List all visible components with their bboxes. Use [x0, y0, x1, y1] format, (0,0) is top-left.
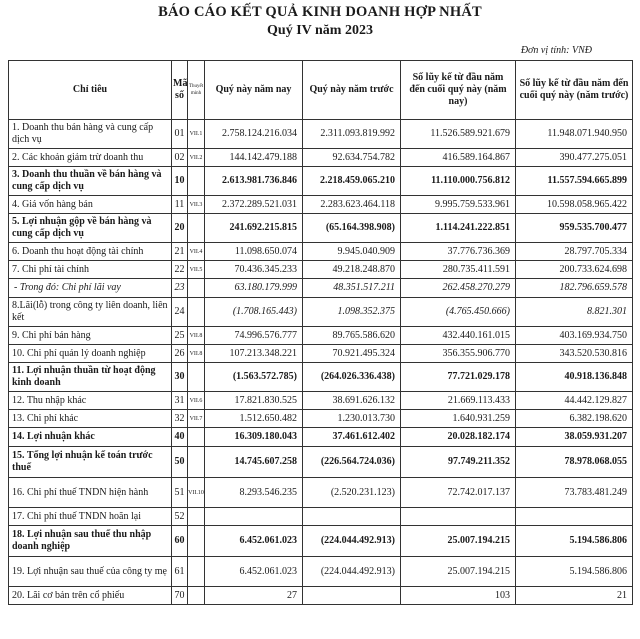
- row-note: VII.7: [188, 410, 205, 428]
- table-row: [9, 243, 633, 261]
- ytd-current-value: 97.749.211.352: [401, 447, 516, 478]
- row-label: 6. Doanh thu hoạt động tài chính: [9, 243, 172, 261]
- q-previous-value: 92.634.754.782: [303, 149, 401, 167]
- income-statement-table: [8, 60, 633, 605]
- ytd-previous-value: 11.948.071.940.950: [516, 120, 633, 149]
- row-label: 2. Các khoản giảm trừ doanh thu: [9, 149, 172, 167]
- q-previous-value: 1.230.013.730: [303, 410, 401, 428]
- row-label: 12. Thu nhập khác: [9, 392, 172, 410]
- col-header-ytd-previous: Số lũy kế từ đầu năm đến cuối quý này (năm trước): [516, 61, 633, 120]
- q-previous-value: 2.218.459.065.210: [303, 167, 401, 196]
- ytd-current-value: 1.114.241.222.851: [401, 214, 516, 243]
- row-code: 25: [172, 327, 188, 345]
- q-previous-value: (224.044.492.913): [303, 557, 401, 587]
- q-previous-value: (224.044.492.913): [303, 526, 401, 557]
- row-code: 21: [172, 243, 188, 261]
- row-code: 40: [172, 428, 188, 447]
- table-row: [9, 149, 633, 167]
- row-label: 5. Lợi nhuận gộp về bán hàng và cung cấp dịch vụ: [9, 214, 172, 243]
- ytd-current-value: 416.589.164.867: [401, 149, 516, 167]
- ytd-previous-value: 38.059.931.207: [516, 428, 633, 447]
- ytd-current-value: 356.355.906.770: [401, 345, 516, 363]
- q-current-value: 2.613.981.736.846: [205, 167, 303, 196]
- ytd-previous-value: 11.557.594.665.899: [516, 167, 633, 196]
- ytd-previous-value: 200.733.624.698: [516, 261, 633, 279]
- q-previous-value: (226.564.724.036): [303, 447, 401, 478]
- ytd-current-value: 9.995.759.533.961: [401, 196, 516, 214]
- ytd-previous-value: 28.797.705.334: [516, 243, 633, 261]
- row-note: [188, 298, 205, 327]
- row-note: [188, 526, 205, 557]
- table-row: [9, 363, 633, 392]
- table-row: [9, 279, 633, 298]
- q-previous-value: 9.945.040.909: [303, 243, 401, 261]
- table-row: [9, 526, 633, 557]
- q-current-value: 27: [205, 587, 303, 605]
- table-row: [9, 587, 633, 605]
- row-code: 02: [172, 149, 188, 167]
- ytd-current-value: 280.735.411.591: [401, 261, 516, 279]
- col-header-q-current: Quý này năm nay: [205, 61, 303, 120]
- q-current-value: (1.563.572.785): [205, 363, 303, 392]
- ytd-previous-value: 390.477.275.051: [516, 149, 633, 167]
- ytd-current-value: 262.458.270.279: [401, 279, 516, 298]
- row-label: 18. Lợi nhuận sau thuế thu nhập doanh nghiệp: [9, 526, 172, 557]
- q-previous-value: (264.026.336.438): [303, 363, 401, 392]
- table-row: [9, 447, 633, 478]
- ytd-previous-value: 403.169.934.750: [516, 327, 633, 345]
- q-current-value: 1.512.650.482: [205, 410, 303, 428]
- q-previous-value: 38.691.626.132: [303, 392, 401, 410]
- q-current-value: 8.293.546.235: [205, 478, 303, 508]
- row-label: 3. Doanh thu thuần về bán hàng và cung cấp dịch vụ: [9, 167, 172, 196]
- ytd-current-value: [401, 508, 516, 526]
- table-row: [9, 557, 633, 587]
- table-row: [9, 508, 633, 526]
- ytd-current-value: 37.776.736.369: [401, 243, 516, 261]
- row-label: 9. Chi phí bán hàng: [9, 327, 172, 345]
- q-previous-value: (65.164.398.908): [303, 214, 401, 243]
- q-current-value: (1.708.165.443): [205, 298, 303, 327]
- row-label: 10. Chi phí quản lý doanh nghiệp: [9, 345, 172, 363]
- table-row: [9, 392, 633, 410]
- q-previous-value: [303, 587, 401, 605]
- q-previous-value: [303, 508, 401, 526]
- ytd-current-value: 432.440.161.015: [401, 327, 516, 345]
- q-current-value: 14.745.607.258: [205, 447, 303, 478]
- q-previous-value: 2.283.623.464.118: [303, 196, 401, 214]
- ytd-previous-value: 8.821.301: [516, 298, 633, 327]
- row-label: 19. Lợi nhuận sau thuế của công ty mẹ: [9, 557, 172, 587]
- table-row: [9, 298, 633, 327]
- q-previous-value: 48.351.517.211: [303, 279, 401, 298]
- col-header-code: Mã số: [172, 61, 188, 120]
- row-code: 22: [172, 261, 188, 279]
- row-code: 50: [172, 447, 188, 478]
- table-row: [9, 196, 633, 214]
- table-row: [9, 261, 633, 279]
- row-label: 4. Giá vốn hàng bán: [9, 196, 172, 214]
- row-code: 51: [172, 478, 188, 508]
- table-row: [9, 214, 633, 243]
- row-note: VII.3: [188, 196, 205, 214]
- ytd-previous-value: 44.442.129.827: [516, 392, 633, 410]
- row-note: VII.6: [188, 392, 205, 410]
- ytd-current-value: 21.669.113.433: [401, 392, 516, 410]
- row-note: [188, 363, 205, 392]
- col-header-indicator: Chỉ tiêu: [9, 61, 172, 120]
- q-current-value: 17.821.830.525: [205, 392, 303, 410]
- q-current-value: 16.309.180.043: [205, 428, 303, 447]
- ytd-current-value: 25.007.194.215: [401, 526, 516, 557]
- q-current-value: 74.996.576.777: [205, 327, 303, 345]
- row-code: 23: [172, 279, 188, 298]
- ytd-previous-value: 182.796.659.578: [516, 279, 633, 298]
- row-note: [188, 447, 205, 478]
- row-code: 24: [172, 298, 188, 327]
- ytd-current-value: 1.640.931.259: [401, 410, 516, 428]
- row-code: 10: [172, 167, 188, 196]
- ytd-previous-value: 5.194.586.806: [516, 526, 633, 557]
- row-label: 16. Chi phí thuế TNDN hiện hành: [9, 478, 172, 508]
- q-previous-value: 70.921.495.324: [303, 345, 401, 363]
- row-note: [188, 428, 205, 447]
- row-code: 31: [172, 392, 188, 410]
- ytd-current-value: 72.742.017.137: [401, 478, 516, 508]
- ytd-previous-value: 40.918.136.848: [516, 363, 633, 392]
- q-previous-value: 89.765.586.620: [303, 327, 401, 345]
- table-row: [9, 345, 633, 363]
- table-row: [9, 410, 633, 428]
- q-current-value: 11.098.650.074: [205, 243, 303, 261]
- ytd-current-value: 77.721.029.178: [401, 363, 516, 392]
- col-header-q-previous: Quý này năm trước: [303, 61, 401, 120]
- ytd-current-value: 11.110.000.756.812: [401, 167, 516, 196]
- q-previous-value: 37.461.612.402: [303, 428, 401, 447]
- row-code: 32: [172, 410, 188, 428]
- q-current-value: 70.436.345.233: [205, 261, 303, 279]
- ytd-previous-value: 21: [516, 587, 633, 605]
- table-row: [9, 120, 633, 149]
- row-label: 8.Lãi(lỗ) trong công ty liên doanh, liên kết: [9, 298, 172, 327]
- row-note: [188, 557, 205, 587]
- ytd-current-value: 25.007.194.215: [401, 557, 516, 587]
- q-current-value: 2.758.124.216.034: [205, 120, 303, 149]
- q-current-value: 6.452.061.023: [205, 526, 303, 557]
- row-note: [188, 279, 205, 298]
- row-code: 52: [172, 508, 188, 526]
- ytd-current-value: (4.765.450.666): [401, 298, 516, 327]
- ytd-previous-value: 5.194.586.806: [516, 557, 633, 587]
- ytd-previous-value: [516, 508, 633, 526]
- table-row: [9, 327, 633, 345]
- row-code: 01: [172, 120, 188, 149]
- q-previous-value: 49.218.248.870: [303, 261, 401, 279]
- ytd-current-value: 11.526.589.921.679: [401, 120, 516, 149]
- col-header-note: Thuyết minh: [188, 61, 205, 120]
- row-label: 20. Lãi cơ bản trên cổ phiếu: [9, 587, 172, 605]
- table-header-row: [9, 61, 633, 120]
- row-note: VII.8: [188, 327, 205, 345]
- row-code: 20: [172, 214, 188, 243]
- ytd-previous-value: 6.382.198.620: [516, 410, 633, 428]
- ytd-previous-value: 78.978.068.055: [516, 447, 633, 478]
- report-title: BÁO CÁO KẾT QUẢ KINH DOANH HỢP NHẤT: [158, 4, 482, 20]
- currency-unit: Đơn vị tính: VNĐ: [520, 45, 592, 56]
- row-note: [188, 508, 205, 526]
- ytd-current-value: 103: [401, 587, 516, 605]
- row-label: 11. Lợi nhuận thuần từ hoạt động kinh doanh: [9, 363, 172, 392]
- row-code: 11: [172, 196, 188, 214]
- ytd-previous-value: 959.535.700.477: [516, 214, 633, 243]
- row-note: [188, 214, 205, 243]
- row-note: [188, 587, 205, 605]
- q-previous-value: 1.098.352.375: [303, 298, 401, 327]
- row-note: VII.5: [188, 261, 205, 279]
- row-note: VII.1: [188, 120, 205, 149]
- row-label: 13. Chi phí khác: [9, 410, 172, 428]
- q-current-value: 6.452.061.023: [205, 557, 303, 587]
- row-label: - Trong đó: Chi phí lãi vay: [9, 279, 172, 298]
- row-code: 70: [172, 587, 188, 605]
- row-label: 7. Chi phí tài chính: [9, 261, 172, 279]
- col-header-ytd-current: Số lũy kế từ đầu năm đến cuối quý này (năm nay): [401, 61, 516, 120]
- q-current-value: [205, 508, 303, 526]
- q-current-value: 107.213.348.221: [205, 345, 303, 363]
- row-code: 30: [172, 363, 188, 392]
- q-previous-value: 2.311.093.819.992: [303, 120, 401, 149]
- row-note: VII.8: [188, 345, 205, 363]
- row-note: [188, 167, 205, 196]
- ytd-previous-value: 343.520.530.816: [516, 345, 633, 363]
- table-row: [9, 428, 633, 447]
- ytd-current-value: 20.028.182.174: [401, 428, 516, 447]
- row-label: 15. Tổng lợi nhuận kế toán trước thuế: [9, 447, 172, 478]
- row-note: VII.4: [188, 243, 205, 261]
- ytd-previous-value: 73.783.481.249: [516, 478, 633, 508]
- ytd-previous-value: 10.598.058.965.422: [516, 196, 633, 214]
- row-note: VII.10: [188, 478, 205, 508]
- row-label: 14. Lợi nhuận khác: [9, 428, 172, 447]
- table-row: [9, 478, 633, 508]
- q-current-value: 63.180.179.999: [205, 279, 303, 298]
- row-label: 1. Doanh thu bán hàng và cung cấp dịch vụ: [9, 120, 172, 149]
- row-code: 61: [172, 557, 188, 587]
- row-code: 60: [172, 526, 188, 557]
- row-note: VII.2: [188, 149, 205, 167]
- report-period: Quý IV năm 2023: [267, 23, 373, 38]
- q-current-value: 241.692.215.815: [205, 214, 303, 243]
- q-previous-value: (2.520.231.123): [303, 478, 401, 508]
- table-row: [9, 167, 633, 196]
- row-code: 26: [172, 345, 188, 363]
- q-current-value: 144.142.479.188: [205, 149, 303, 167]
- q-current-value: 2.372.289.521.031: [205, 196, 303, 214]
- row-label: 17. Chi phí thuế TNDN hoãn lại: [9, 508, 172, 526]
